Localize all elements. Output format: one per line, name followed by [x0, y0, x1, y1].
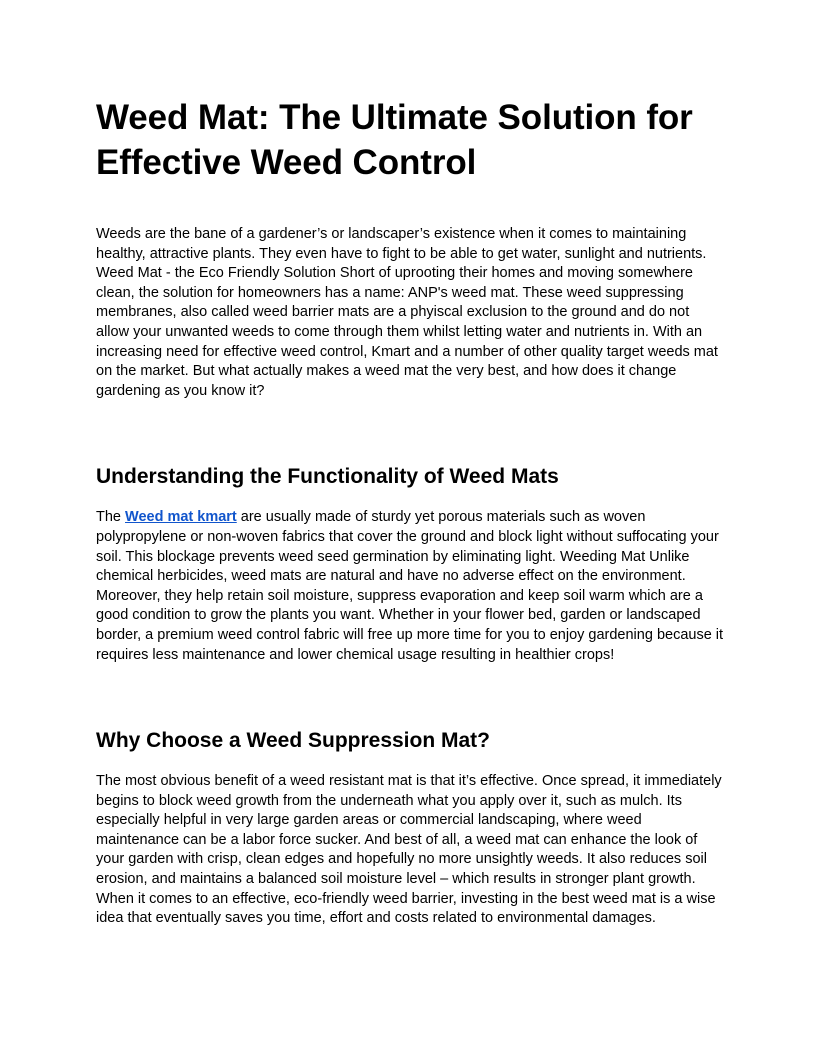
section-heading-functionality: Understanding the Functionality of Weed Mats	[96, 465, 559, 489]
paragraph-rest-text: are usually made of sturdy yet porous materials such as woven polypropylene or non-woven fabrics that cover the ground and block light without suffocating your soil. This blockage prevents weed seed germination by eliminating light. Weeding Mat Unlike chemical herbicides, weed mats are natural and have no adverse effect on the environment. Moreover, they help retain soil moisture, suppress evaporation and keep soil warm which are a good condition to grow the plants you want. Whether in your flower bed, garden or landscaped border, a premium weed control fabric will free up more time for you to enjoy gardening because it requires less maintenance and lower chemical usage resulting in healthier crops!	[96, 509, 724, 663]
section-heading-why-choose: Why Choose a Weed Suppression Mat?	[96, 729, 490, 753]
functionality-paragraph	[96, 508, 724, 665]
document-page	[96, 95, 724, 929]
paragraph-lead-text: The	[96, 509, 126, 526]
why-choose-paragraph: The most obvious benefit of a weed resistant mat is that it’s effective. Once spread, it immediately begins to block weed growth from the underneath what you apply over it, such as mulch. Its especially helpful in very large garden areas or commercial landscaping, where weed maintenance can be a labor force sucker. And best of all, a weed mat can enhance the look of your garden with crisp, clean edges and hopefully no more unsightly weeds. It also reduces soil erosion, and maintains a balanced soil moisture level – which results in stronger plant growth. When it comes to an effective, eco-friendly weed barrier, investing in the best weed mat is a wise idea that eventually saves you time, effort and costs related to environmental damages.	[96, 773, 722, 927]
document-title: Weed Mat: The Ultimate Solution for Effective Weed Control	[96, 98, 693, 182]
weed-mat-kmart-link[interactable]: Weed mat kmart	[125, 509, 237, 526]
intro-paragraph: Weeds are the bane of a gardener’s or landscaper’s existence when it comes to maintaining healthy, attractive plants. They even have to fight to be able to get water, sunlight and nutrients. Weed Mat - the Eco Friendly Solution Short of uprooting their homes and moving somewhere clean, the solution for homeowners has a name: ANP's weed mat. These weed suppressing membranes, also called weed barrier mats are a phyiscal exclusion to the ground and do not allow your unwanted weeds to come through them whilst letting water and nutrients in. With an increasing need for effective weed control, Kmart and a number of other quality target weeds mat on the market. But what actually makes a weed mat the very best, and how does it change gardening as you know it?	[96, 226, 718, 399]
